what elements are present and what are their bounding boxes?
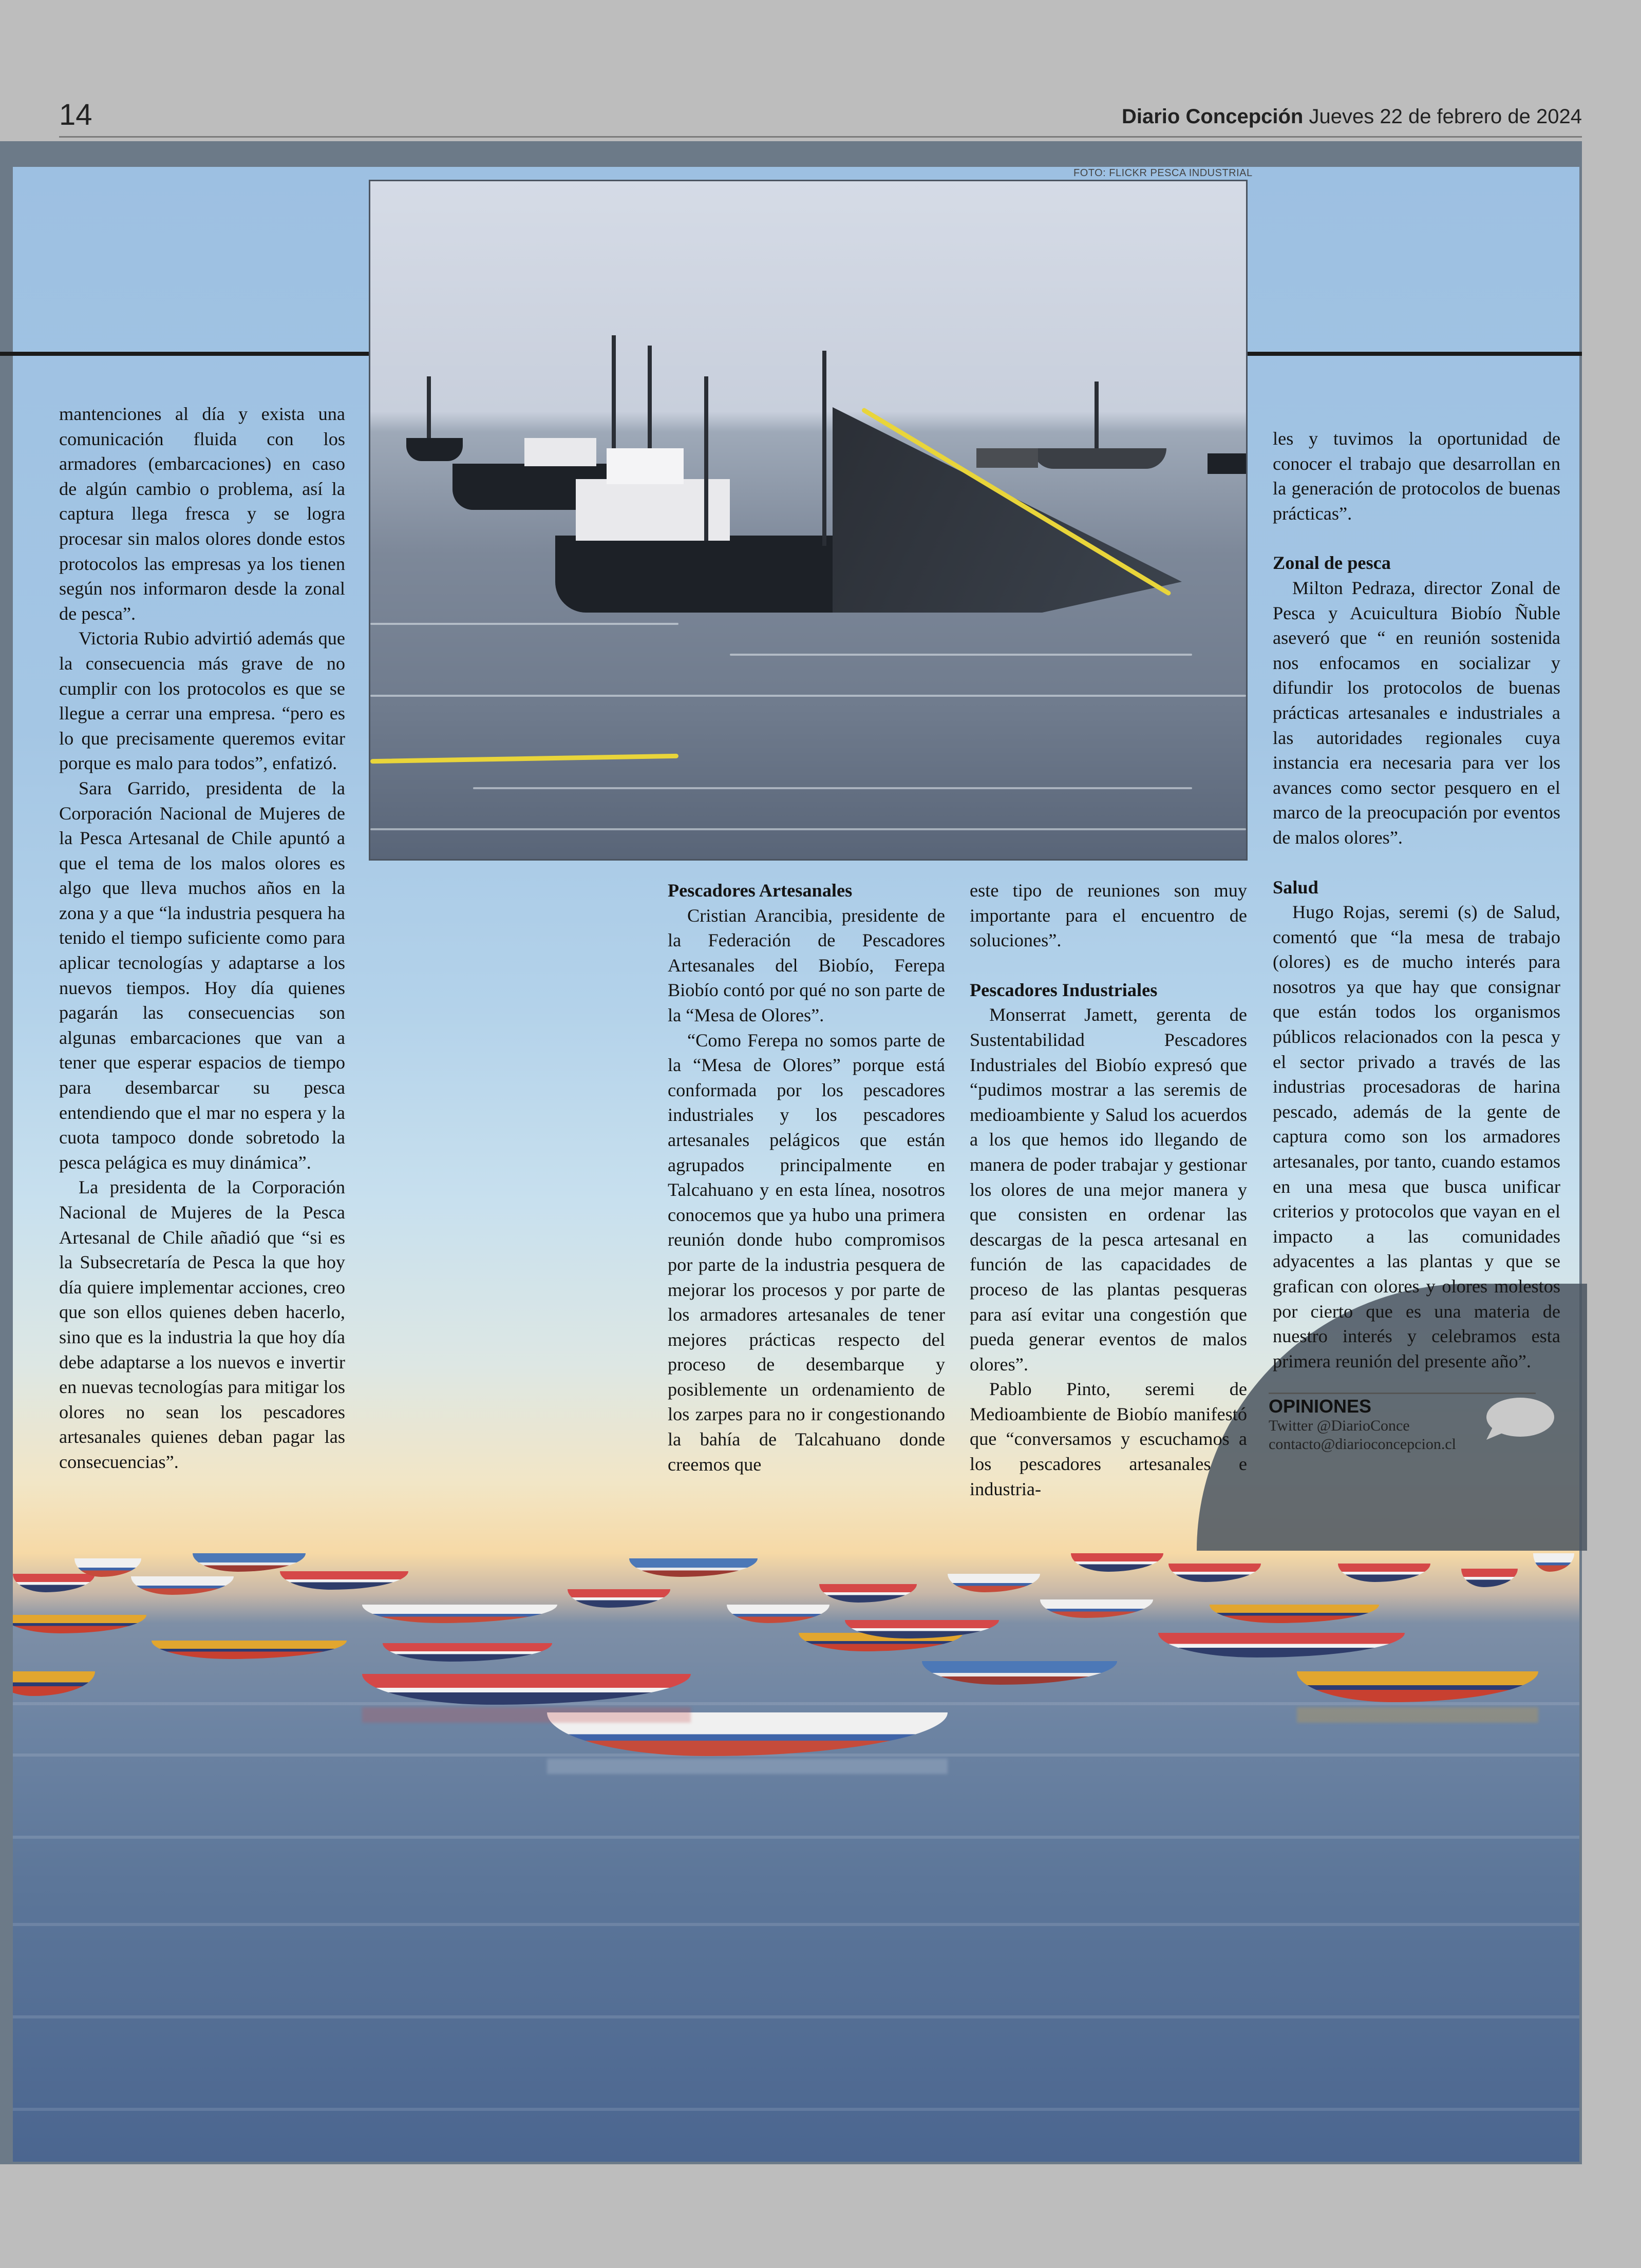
opinions-title: OPINIONES [1269,1396,1372,1417]
subheading-pescadores-industriales: Pescadores Industriales [970,979,1158,1000]
paper-name: Diario Concepción [1121,105,1304,128]
subheading-zonal-de-pesca: Zonal de pesca [1273,552,1391,574]
publication-date: Jueves 22 de febrero de 2024 [1309,105,1582,128]
article-column-2 [668,878,945,1477]
paragraph: “Como Ferepa no somos parte de la “Mesa de Olores” porque está conformada por los pescadores industriales y los pescadores artesanales pelágicos que están agrupados principalmente en Talcahuano y en esta línea, nosotros conocemos que ya hubo una primera reunión donde hubo compromisos por parte de la industria pesquera de mejorar los procesos y por parte de los armadores artesanales de tener mejores prácticas respecto del proceso de desembarque y posiblemente un ordenamiento de los zarpes para no ir congestionando la bahía de Talcahuano donde creemos que [668,1030,945,1475]
speech-bubble-icon [1483,1396,1555,1442]
paragraph: les y tuvimos la oportunidad de conocer el trabajo que desarrollan en la generación de protocolos de buenas prácticas”. [1273,428,1560,524]
section-rule-left [0,352,369,356]
photo-credit: FOTO: FLICKR PESCA INDUSTRIAL [1073,167,1253,179]
opinions-divider [1269,1393,1536,1394]
article-column-4 [1273,426,1560,1374]
opinions-email[interactable]: contacto@diarioconcepcion.cl [1269,1436,1456,1453]
paragraph: Hugo Rojas, seremi (s) de Salud, comentó que “la mesa de trabajo (olores) es de mucho interés para nosotros ya que hay que consignar que están todos los organismos públicos relacionados con la pesca y el sector privado a través de las industrias procesadoras de harina pescado, además de la gente de captura como son los armadores artesanales, por tanto, cuando estamos en una mesa que busca unificar criterios y protocolos que vayan en el impacto a las comunidades adyacentes a las plantas y que se grafican con olores y olores molestos por cierto que es una materia de nuestro interés y celebramos esta primera reunión del presente año”. [1273,902,1560,1371]
paragraph: Victoria Rubio advirtió además que la consecuencia más grave de no cumplir con los protocolos es que se llegue a cerrar una empresa. “pero es lo que precisamente queremos evitar porque es malo para todos”, enfatizó. [59,628,345,774]
paragraph: Milton Pedraza, director Zonal de Pesca y Acuicultura Biobío Ñuble aseveró que “ en reunión sostenida nos enfocamos en socializar y difundir los protocolos de buenas prácticas artesanales e industriales a las autoridades regionales cuya instancia era necesaria para ver los avances como sector pesquero en el marco de la preocupación por eventos de malos olores”. [1273,577,1560,848]
paragraph: Cristian Arancibia, presidente de la Federación de Pescadores Artesanales del Biobío, Ferepa Biobío contó por qué no son parte de la “Mesa de Olores”. [668,905,945,1025]
trawler-photo [369,180,1248,861]
header-divider [59,136,1582,138]
article-column-1 [59,402,345,1475]
page-number: 14 [59,98,92,131]
paragraph: este tipo de reuniones son muy importante para el encuentro de soluciones”. [970,880,1247,951]
paragraph: La presidenta de la Corporación Nacional de Mujeres de la Pesca Artesanal de Chile añadió que “si es la Subsecretaría de Pesca la que hoy día quiere implementar acciones, creo que son ellos quienes deben hacerlo, sino que es la industria la que hoy día debe adaptarse a los nuevos e invertir en nuevas tecnologías para mitigar los olores no sean los pescadores artesanales quienes deban pagar las consecuencias”. [59,1177,345,1472]
paragraph: Sara Garrido, presidenta de la Corporación Nacional de Mujeres de la Pesca Artesanal de Chile apuntó a que el tema de los malos olores es algo que lleva muchos años en la zona y a que “la industria pesquera ha tenido el tiempo suficiente como para aplicar tecnologías y adaptarse a los nuevos tiempos. Hoy día quienes pagarán las consecuencias son algunas embarcaciones que van a tener que esperar espacios de tiempo para desembarcar su pesca entendiendo que el mar no espera y la cuota tampoco donde sobretodo la pesca pelágica es muy dinámica”. [59,777,345,1173]
subheading-pescadores-artesanales: Pescadores Artesanales [668,880,853,901]
paragraph: Monserrat Jamett, gerenta de Sustentabilidad Pescadores Industriales del Biobío expresó que “pudimos mostrar a las seremis de medioambiente y Salud los acuerdos a los que hemos ido llegando de manera de poder trabajar y gestionar los olores de una mejor manera y que consisten en ordenar las descargas de la pesca artesanal en función de las capacidades de proceso de las plantas pesqueras para así evitar una congestión que pueda generar eventos de malos olores”. [970,1004,1247,1375]
article-column-3 [970,878,1247,1501]
opinions-twitter[interactable]: Twitter @DiarioConce [1269,1417,1410,1434]
paragraph: Pablo Pinto, seremi de Medioambiente de Biobío manifestó que “conversamos y escuchamos a los pescadores artesanales e industria- [970,1379,1247,1499]
section-rule-right [1246,352,1582,356]
paragraph: mantenciones al día y exista una comunicación fluida con los armadores (embarcaciones) en caso de algún cambio o problema, así la captura llega fresca y se logra procesar sin malos olores donde estos protocolos las empresas ya los tienen según nos informaron desde la zonal de pesca”. [59,404,345,624]
masthead [1122,105,1582,128]
subheading-salud: Salud [1273,876,1318,898]
